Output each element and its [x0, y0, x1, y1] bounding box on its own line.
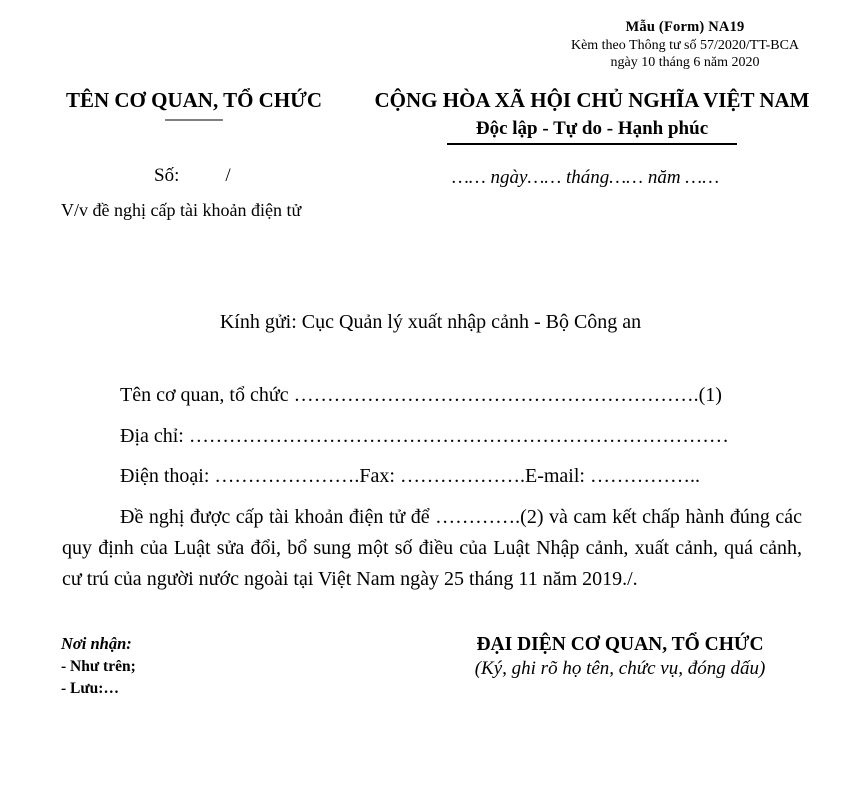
national-motto: Độc lập - Tự do - Hạnh phúc — [475, 118, 709, 139]
signature-note: (Ký, ghi rõ họ tên, chức vụ, đóng dấu) — [474, 658, 766, 679]
number-and-date-row — [0, 165, 861, 195]
signature-title: ĐẠI DIỆN CƠ QUAN, TỔ CHỨC — [476, 634, 764, 655]
signature-block — [400, 634, 840, 680]
form-code: Mẫu (Form) NA19 — [625, 19, 745, 35]
recipients-item-as-above: - Như trên; — [61, 657, 136, 675]
document-number-label: Số: — [154, 165, 180, 186]
form-reference-block — [520, 18, 850, 72]
document-number — [154, 165, 231, 187]
form-circular-date: ngày 10 tháng 6 năm 2020 — [610, 55, 760, 71]
recipients-title: Nơi nhận: — [61, 634, 132, 653]
field-phone-fax-email: Điện thoại: ………………….Fax: ……………….E-mail: …………….. — [120, 465, 700, 488]
field-address: Địa chỉ: ……………………………………………………………………… — [120, 424, 729, 447]
national-title: CỘNG HÒA XÃ HỘI CHỦ NGHĨA VIỆT NAM — [374, 88, 810, 112]
organization-underline — [165, 119, 223, 121]
request-paragraph: Đề nghị được cấp tài khoản điện tử để ………….(2) và cam kết chấp hành đúng các quy định của Luật sửa đổi, bổ sung một số điều của Luật Nhập cảnh, xuất cảnh, quá cảnh, cư trú của người nước ngoài tại Việt Nam ngày 25 tháng 11 năm 2019./. — [62, 505, 802, 591]
document-date-line: …… ngày…… tháng…… năm …… — [452, 167, 720, 188]
national-heading-column — [356, 88, 828, 145]
form-circular-reference: Kèm theo Thông tư số 57/2020/TT-BCA — [570, 37, 800, 53]
document-body — [62, 380, 802, 595]
recipients-block — [61, 632, 136, 701]
masthead — [0, 88, 861, 150]
recipient-line: Kính gửi: Cục Quản lý xuất nhập cảnh - Bộ Công an — [219, 311, 642, 333]
motto-underline — [447, 143, 737, 145]
field-organization-name: Tên cơ quan, tổ chức …………………………………………………….(1) — [120, 384, 722, 406]
document-footer — [0, 632, 861, 732]
organization-title: TÊN CƠ QUAN, TỔ CHỨC — [65, 88, 323, 112]
organization-column — [34, 88, 354, 121]
subject-line: V/v đề nghị cấp tài khoản điện tử — [61, 200, 302, 220]
recipients-item-archive: - Lưu:… — [61, 680, 119, 698]
document-number-separator: / — [225, 165, 231, 186]
